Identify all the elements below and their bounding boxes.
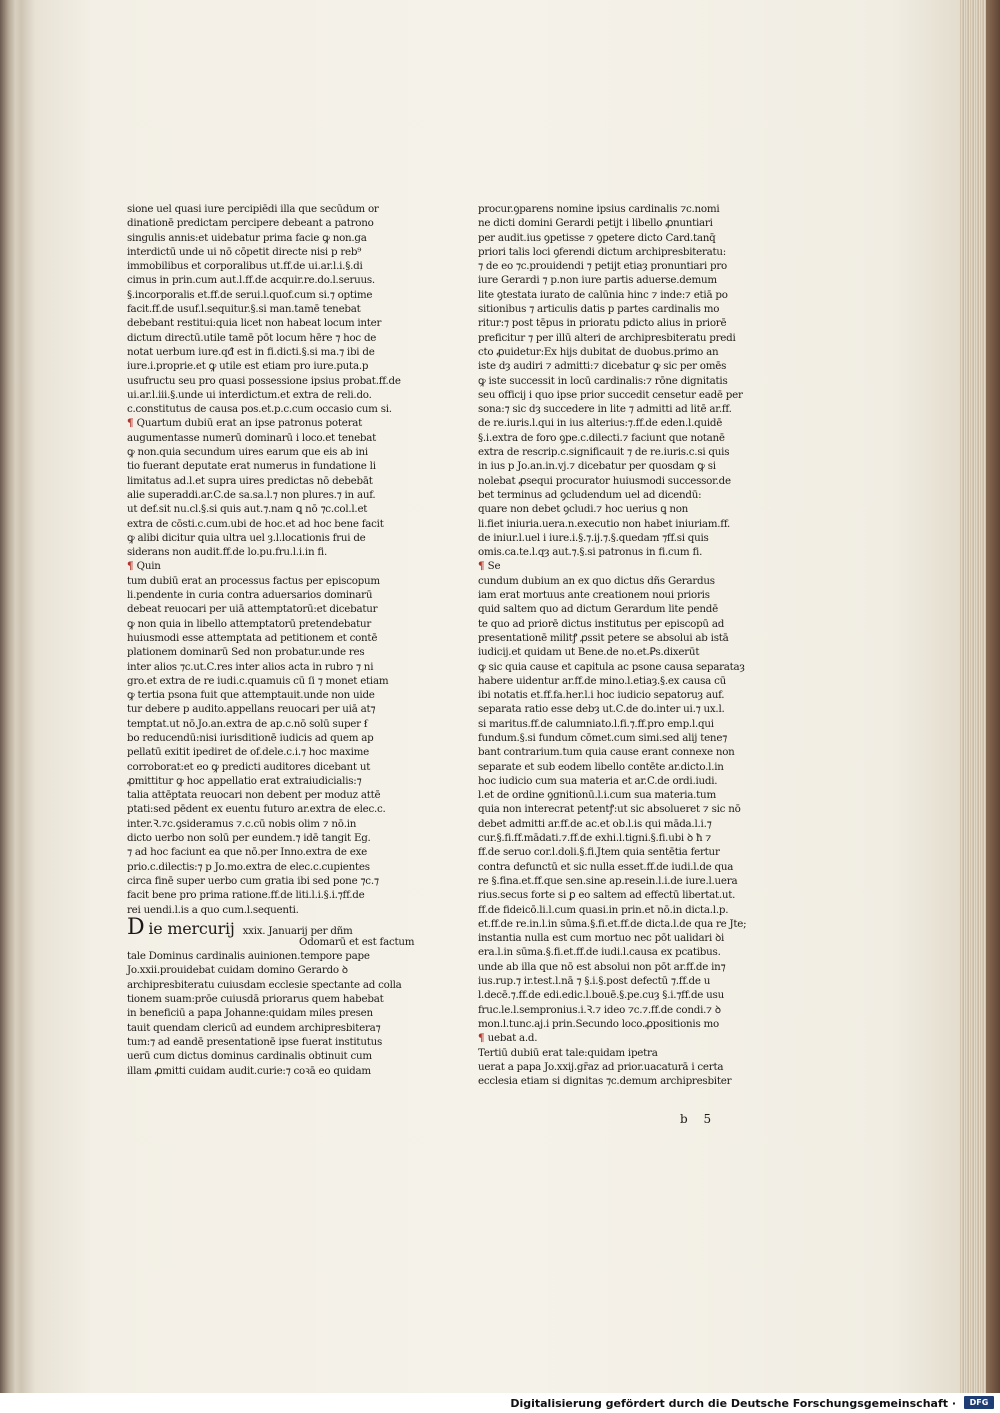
text-line-content: ꝙ alibi dicitur quia ultra uel ȝ.l.locationis frui de	[127, 531, 366, 544]
text-line-content: de re.iuris.l.qui in ius alterius:⁊.ff.de eden.l.quidē	[478, 417, 723, 430]
text-line	[127, 617, 385, 631]
text-line	[127, 245, 385, 259]
text-line-content: quia non interecrat petentꝭ:ut sic absolueret ⁊ sic nō	[478, 803, 741, 816]
paragraph-mark-icon: ¶	[127, 560, 137, 573]
text-line-content: si maritus.ff.de calumniato.l.fi.⁊.ff.pro emp.l.qui	[478, 717, 714, 730]
text-line-content: illam ꝓmitti cuidam audit.curie:⁊ coꝛā eo quidam	[127, 1064, 371, 1077]
text-line-content: separata ratio esse debȝ ut.C.de do.inter ui.⁊ ux.l.	[478, 703, 725, 716]
text-line	[478, 545, 736, 559]
text-line	[127, 1021, 385, 1035]
text-line-content: lite ꝯtestata iurato de calūnia hinc ⁊ inde:⁊ etiā po	[478, 288, 728, 301]
text-line	[478, 974, 736, 988]
left-text-column	[127, 202, 415, 1078]
text-line-content: fruc.le.l.sempronius.i.Ꝛ.⁊ ideo ⁊c.⁊.ff.de condi.⁊ ꝺ	[478, 1003, 721, 1016]
text-line-content: circa finē super uerbo cum gratia ibi sed pone ⁊c.⁊	[127, 874, 379, 887]
text-line	[478, 660, 745, 674]
text-line-content: sione uel quasi iure percipiēdi illa que secūdum or	[127, 203, 379, 215]
text-line	[478, 245, 736, 259]
text-line	[478, 860, 736, 874]
day-heading-continuation: xxix. Januarij per dñm	[242, 924, 353, 937]
text-line	[478, 831, 736, 845]
text-line	[127, 660, 385, 674]
text-line	[478, 874, 736, 888]
text-line-content: bet terminus ad ꝯcludendum uel ad dicendū:	[478, 488, 702, 501]
text-line	[127, 888, 385, 902]
text-line-content: in beneficiū a papa Johanne:quidam miles presen	[127, 1007, 373, 1020]
text-line	[478, 517, 736, 531]
text-line	[478, 345, 736, 359]
text-line	[127, 302, 385, 316]
text-line	[478, 717, 736, 731]
text-line	[478, 745, 736, 759]
text-line-content: seu officij i quo ipse prior succedit censetur eadē per	[478, 388, 743, 401]
text-line	[478, 617, 736, 631]
text-line	[127, 831, 385, 845]
text-line-content: sona:⁊ sic dȝ succedere in lite ⁊ admitti ad litē ar.ff.	[478, 403, 732, 416]
text-line-content: augumentasse numerū dominarū i loco.et tenebat	[127, 431, 377, 444]
text-line	[127, 992, 385, 1006]
text-line-content: per audit.ius ꝯpetisse ⁊ ꝯpetere dicto Card.tanq̄	[478, 231, 716, 244]
text-line	[127, 745, 385, 759]
text-line-content: talia attēptata reuocari non debent per moduz attē	[127, 789, 381, 802]
text-line-content: re §.fina.et.ff.que sen.sine ap.resein.l.i.de iure.l.uera	[478, 874, 738, 887]
text-line-content: ꝙ non.quia secundum uires earum que eis ab ini	[127, 446, 368, 459]
text-line-content: tale Dominus cardinalis auinionen.tempore pape	[127, 950, 370, 963]
text-line-content: facit bene pro prima ratione.ff.de liti.l.i.§.i.⁊ff.de	[127, 889, 365, 902]
text-line	[478, 502, 736, 516]
text-line-content: siderans non audit.ff.de lo.pu.fru.l.i.in fi.	[127, 546, 327, 559]
text-line-content: contra defunctū et sic nulla esset.ff.de iudi.l.de qua	[478, 860, 734, 873]
text-line-content: rius.secus forte si ꝑ eo saltem ad effectū libertat.ut.	[478, 889, 736, 902]
text-line-content: dicto uerbo non solū per eundem.⁊ idē tangit Eg.	[127, 832, 371, 845]
text-line	[127, 717, 385, 731]
text-line-content: Tertiū dubiū erat tale:quidam ipetra	[478, 1046, 658, 1059]
text-line	[478, 259, 736, 273]
text-line-content: omis.ca.te.l.qȝ aut.⁊.§.si patronus in fi.cum fi.	[478, 546, 703, 559]
text-line	[127, 231, 385, 245]
text-line	[478, 903, 736, 917]
text-line-content: cimus in prin.cum aut.l.ff.de acquir.re.do.l.seruus.	[127, 274, 375, 287]
text-line	[478, 817, 736, 831]
text-line-content: Quin	[136, 560, 161, 573]
text-line	[478, 488, 736, 502]
text-line-content: ⁊ ad hoc faciunt ea que nō.per Inno.extra de exe	[127, 846, 367, 859]
text-line	[127, 574, 385, 588]
text-line	[127, 860, 385, 874]
text-line	[478, 216, 736, 230]
text-line	[478, 1046, 736, 1060]
text-line-content: presentationē militꝭ ꝓssit petere se absolui ab istā	[478, 631, 729, 644]
text-line-content: ritur:⁊ post tēpus in prioratu pdicto alius in priorē	[478, 317, 727, 330]
text-line	[127, 631, 385, 645]
text-line	[478, 802, 741, 816]
text-line	[127, 845, 385, 859]
text-line-content: iudicij.et quidam ut Bene.de no.et.Ꝑs.dixerūt	[478, 646, 700, 659]
text-line-content: l.et de ordine ꝯgnitionū.l.i.cum sua materia.tum	[478, 789, 716, 802]
text-line-content: Se	[487, 560, 501, 573]
text-line	[127, 817, 385, 831]
text-line	[478, 1060, 736, 1074]
text-line	[478, 688, 736, 702]
text-line	[127, 949, 385, 963]
left-gutter	[22, 0, 36, 1393]
text-line-content: cur.§.fi.ff.mādati.⁊.ff.de exhi.l.tigni.§.fi.ubi ꝺ ħ ⁊	[478, 832, 711, 845]
text-line-content: ꝙ non quia in libello attemptatorū pretendebatur	[127, 617, 372, 630]
text-line	[478, 988, 736, 1002]
text-line	[127, 259, 385, 273]
text-line-content: preficitur ⁊ per illū alteri de archipresbiteratu predi	[478, 331, 736, 344]
text-line-content: iam erat mortuus ante creationem noui prioris	[478, 589, 710, 602]
text-line-content: uebat a.d.	[487, 1032, 538, 1045]
text-line	[127, 1035, 385, 1049]
left-book-edge	[0, 0, 22, 1393]
paragraph-mark-icon: ¶	[127, 417, 137, 430]
text-line-content: iure Gerardi ⁊ p.non iure partis aduerse.demum	[478, 274, 717, 287]
text-line-content: li.pendente in curia contra aduersarios dominarū	[127, 589, 373, 602]
text-line	[478, 388, 743, 402]
text-line-content: gro.et extra de re iudi.c.quamuis cū ſi ⁊ monet etiam	[127, 674, 389, 687]
text-line	[478, 917, 747, 931]
text-line	[478, 431, 736, 445]
text-line	[478, 788, 736, 802]
text-line	[127, 431, 385, 445]
text-line	[127, 760, 385, 774]
text-line	[478, 1017, 736, 1031]
text-line-content: ff.de seruo cor.l.doli.§.fi.Jtem quia sentētia fertur	[478, 846, 720, 859]
text-line	[127, 788, 385, 802]
text-line-content: ptati:sed pēdent ex euentu futuro ar.extra de elec.c.	[127, 803, 386, 816]
text-line-content: uerū cum dictus dominus cardinalis obtinuit cum	[127, 1050, 372, 1063]
text-line-content: ꝓmittitur ꝙ hoc appellatio erat extraiudicialis:⁊	[127, 774, 362, 787]
text-line	[478, 374, 736, 388]
text-line-content: tionem suam:prōe cuiusdā priorarus quem habebat	[127, 993, 384, 1006]
text-line-content: Jo.xxii.prouidebat cuidam domino Gerardo ꝺ	[127, 964, 348, 977]
text-line	[478, 445, 736, 459]
text-line	[478, 302, 736, 316]
text-line	[127, 416, 385, 430]
text-line-content: temptat.ut nō.Jo.an.extra de ap.c.nō solū super ẜ	[127, 717, 368, 730]
text-line	[127, 273, 385, 287]
text-line	[478, 316, 736, 330]
day-heading-line-2: Odomarū et est factum	[299, 935, 415, 948]
footer-bar	[0, 1393, 1000, 1413]
text-line	[127, 674, 389, 688]
text-line	[127, 402, 392, 416]
text-line	[478, 645, 736, 659]
text-line-content: unde ab illa que nō est absolui non pōt ar.ff.de in⁊	[478, 960, 726, 973]
decorated-initial: D	[127, 914, 145, 940]
text-line-content: extra de cōsti.c.cum.ubi de hoc.et ad hoc bene facit	[127, 517, 384, 530]
text-line-content: dictum directū.utile tamē pōt locum hēre ⁊ hoc de	[127, 331, 377, 344]
text-line-content: ibi notatis et.ff.fa.her.l.i hoc iudicio sepatoruȝ auf.	[478, 689, 725, 702]
text-line	[478, 602, 736, 616]
text-line-content: in ius p Jo.an.in.vj.⁊ dicebatur per quosdam ꝙ si	[478, 460, 716, 473]
text-line-content: habere uidentur ar.ff.de mino.l.etiaȝ.§.ex causa cū	[478, 674, 726, 687]
text-line	[127, 702, 385, 716]
text-line	[127, 559, 385, 573]
text-line-content: uerat a papa Jo.xxij.gr̄az ad prior.uacaturā i certa	[478, 1060, 724, 1073]
text-line-content: fundum.§.si fundum cōmet.cum simi.sed alij tene⁊	[478, 731, 728, 744]
text-line	[127, 1006, 385, 1020]
text-line-content: limitatus ad.l.et supra uires predictas nō debebāt	[127, 474, 373, 487]
text-line	[127, 545, 385, 559]
text-line-content: ui.ar.l.iii.§.unde ui interdictum.et extra de reli.do.	[127, 388, 372, 401]
text-line	[127, 345, 385, 359]
text-line	[478, 402, 736, 416]
text-line-content: et.ff.de re.in.l.in sūma.§.fi.et.ff.de dicta.l.de qua re Jte;	[478, 917, 747, 930]
text-line-content: hoc iudicio cum sua materia et ar.C.de ordi.iudi.	[478, 774, 718, 787]
text-line	[127, 202, 385, 216]
text-line	[127, 374, 401, 388]
text-line-content: cto ꝓuidetur:Ex hijs dubitat de duobus.primo an	[478, 345, 719, 358]
text-line	[478, 531, 736, 545]
text-line-content: ius.rup.⁊ ir.test.l.nā ⁊ §.i.§.post defectū ⁊.ff.de u	[478, 975, 711, 988]
text-line-content: archipresbiteratu cuiusdam ecclesie spectante ad colla	[127, 978, 402, 991]
text-line	[478, 474, 736, 488]
text-line-content: usufructu seu pro quasi possessione ipsius probat.ff.de	[127, 374, 401, 387]
text-line-content: singulis annis:et uidebatur prima facie ꝙ non.ga	[127, 231, 367, 244]
text-line-content: prio.c.dilectis:⁊ p Jo.mo.extra de elec.c.cupientes	[127, 860, 370, 873]
text-line	[127, 388, 385, 402]
text-line	[478, 731, 736, 745]
text-line-content: §.i.extra de foro ꝯpe.c.dilecti.⁊ faciunt que notanē	[478, 431, 725, 444]
text-line	[478, 631, 736, 645]
text-line	[127, 316, 385, 330]
text-line-content: sitionibus ⁊ articulis datis p partes cardinalis mo	[478, 303, 720, 316]
text-line-content: separate et sub eodem libello contēte ar.dicto.l.in	[478, 760, 724, 773]
text-line-content: extra de rescrip.c.significauit ⁊ de re.iuris.c.si quis	[478, 446, 730, 459]
text-line	[127, 588, 385, 602]
text-line-content: te quo ad priorē dictus institutus per episcopū ad	[478, 617, 725, 630]
text-line-content: c.constitutus de causa pos.et.p.c.cum occasio cum si.	[127, 403, 392, 416]
text-line-content: nolebat ꝓsequi procurator huiusmodi successor.de	[478, 474, 731, 487]
text-line-content: ut def.sit nu.cl.§.si quis aut.⁊.nam ꝗ nō ⁊c.col.l.et	[127, 503, 368, 516]
text-line	[478, 774, 736, 788]
text-line-content: pellatū exitit ipediret de of.dele.c.i.⁊ hoc maxime	[127, 746, 369, 759]
text-line	[127, 459, 385, 473]
funding-credit: Digitalisierung gefördert durch die Deutsche Forschungsgemeinschaft ·	[510, 1397, 956, 1410]
dfg-logo: DFG	[964, 1396, 994, 1409]
text-line	[478, 1003, 736, 1017]
text-line-content: inter alios ⁊c.ut.C.res inter alios acta in rubro ⁊ ni	[127, 660, 374, 673]
text-line-content: interdictū unde ui nō cōpetit directe nisi p reb⁹	[127, 245, 362, 258]
text-line-content: debeat reuocari per uiā attemptatorū:et dicebatur	[127, 603, 378, 616]
text-line-content: bo reducendū:nisi iurisditionē iudicis ad quem ap	[127, 731, 374, 744]
text-line	[127, 802, 385, 816]
text-line	[478, 359, 736, 373]
text-line-content: era.l.in sūma.§.fi.et.ff.de iudi.l.causa ex pcatibus.	[478, 946, 721, 959]
text-line-content: tum dubiū erat an processus factus per episcopum	[127, 574, 380, 587]
text-line-content: ne dicti domini Gerardi petijt i libello ꝓnuntiari	[478, 217, 713, 230]
text-line-content: procur.ꝯparens nomine ipsius cardinalis ⁊c.nomi	[478, 203, 720, 215]
right-text-column	[478, 202, 747, 1088]
text-line	[478, 273, 736, 287]
text-line	[127, 488, 385, 502]
text-line	[127, 1064, 385, 1078]
text-line	[478, 945, 736, 959]
text-line	[478, 574, 736, 588]
text-line-content: rei uendi.l.is a quo cum.l.sequenti.	[127, 903, 299, 916]
text-line	[478, 888, 736, 902]
text-line	[478, 588, 736, 602]
text-line-content: tum:⁊ ad eandē presentationē ipse fuerat institutus	[127, 1035, 382, 1048]
text-line	[478, 459, 736, 473]
text-line	[127, 774, 385, 788]
text-line	[127, 731, 385, 745]
text-line-content: immobilibus et corporalibus ut.ff.de ui.ar.l.i.§.di	[127, 260, 363, 273]
text-line-content: tio fuerant deputate erat numerus in fundatione li	[127, 460, 376, 473]
text-line-content: instantia nulla est cum mortuo nec pōt ualidari ꝺi	[478, 932, 725, 945]
text-line-content: tauit quendam clericū ad eundem archipresbitera⁊	[127, 1021, 381, 1034]
text-line	[127, 331, 385, 345]
signature-mark: b 5	[680, 1112, 718, 1126]
text-line	[478, 331, 736, 345]
text-line	[478, 931, 736, 945]
text-line	[478, 202, 736, 216]
right-book-cover	[986, 0, 1000, 1393]
text-line	[127, 688, 385, 702]
text-line	[478, 559, 736, 573]
text-line-content: ecclesia etiam si dignitas ⁊c.demum archipresbiter	[478, 1075, 732, 1088]
text-line-content: Quartum dubiū erat an ipse patronus poterat	[136, 417, 363, 430]
text-line-content: huiusmodi esse attemptata ad petitionem et contē	[127, 631, 378, 644]
text-line	[478, 702, 736, 716]
text-line	[127, 1049, 385, 1063]
text-line-content: iure.i.proprie.et ꝙ utile est etiam pro iure.puta.p	[127, 360, 369, 373]
text-line	[478, 416, 736, 430]
text-line-content: inter.Ꝛ.⁊c.ꝯsideramus ⁊.c.cū nobis olim ⁊ nō.in	[127, 817, 357, 830]
text-line-content: facit.ff.de usuf.l.sequitur.§.si man.tamē tenebat	[127, 303, 361, 316]
text-line-content: ꝙ sic quia cause et capitula ac psone causa separataȝ	[478, 660, 745, 673]
text-line-content: priori talis loci ꝯferendi dictum archipresbiteratu:	[478, 245, 727, 258]
text-line-content: ꝙ tertia psona fuit que attemptauit.unde non uide	[127, 689, 375, 702]
text-line-content: debebant restitui:quia licet non habeat locum inter	[127, 317, 382, 330]
text-line-content: ⁊ de eo ⁊c.prouidendi ⁊ petijt etiaȝ pronuntiari pro	[478, 260, 727, 273]
text-line-content: debet admitti ar.ff.de ac.et ob.l.is qui māda.l.i.⁊	[478, 817, 712, 830]
text-line-content: bant contrarium.tum quia cause erant connexe non	[478, 746, 735, 759]
text-line-content: li.fiet iniuria.uera.n.executio non habet iniuriam.ff.	[478, 517, 731, 530]
text-line-content: ꝙ iste successit in locū cardinalis:⁊ rōne dignitatis	[478, 374, 728, 387]
day-heading-word: ie mercurij	[148, 918, 235, 938]
text-line	[478, 960, 736, 974]
text-line	[127, 963, 385, 977]
text-line	[127, 216, 385, 230]
paragraph-mark-icon: ¶	[478, 1032, 488, 1045]
text-line	[127, 445, 385, 459]
text-line	[127, 531, 385, 545]
text-line-content: alie superaddi.ar.C.de sa.sa.l.⁊ non plures.⁊ in auf.	[127, 488, 376, 501]
text-line	[478, 1031, 736, 1045]
text-line	[478, 231, 736, 245]
text-line-content: iste dȝ audiri ⁊ admitti:⁊ dicebatur ꝙ sic per omēs	[478, 360, 727, 373]
text-line	[127, 474, 385, 488]
text-line-content: quid saltem quo ad dictum Gerardum lite pendē	[478, 603, 718, 616]
text-line	[127, 874, 385, 888]
text-line-content: quare non debet ꝯcludi.⁊ hoc uerius ꝗ non	[478, 503, 689, 516]
text-line	[127, 359, 385, 373]
text-line-content: l.decē.⁊.ff.de edi.edic.l.bouē.§.pe.cuȝ §.i.⁊ff.de usu	[478, 989, 724, 1002]
text-line-content: ff.de fideicō.li.l.cum quasi.in prin.et nō.in dicta.l.p.	[478, 903, 729, 916]
text-line	[478, 845, 736, 859]
text-line-content: cundum dubium an ex quo dictus dñs Gerardus	[478, 574, 715, 587]
text-line	[127, 288, 385, 302]
text-line-content: plationem dominarū Sed non probatur.unde res	[127, 646, 365, 659]
paragraph-mark-icon: ¶	[478, 560, 488, 573]
text-line	[127, 978, 402, 992]
text-line-content: mon.l.tunc.aj.i prin.Secundo loco.ꝓpositionis mo	[478, 1017, 719, 1030]
text-line-content: dinationē predictam percipere debeant a patrono	[127, 217, 374, 230]
text-line	[127, 502, 385, 516]
text-line-content: de iniur.l.uel i iure.i.§.⁊.ij.⁊.§.quedam ⁊ff.si quis	[478, 531, 709, 544]
text-line-content: §.incorporalis et.ff.de serui.l.quof.cum si.⁊ optime	[127, 288, 373, 301]
text-line	[478, 1074, 736, 1088]
text-line	[127, 903, 385, 917]
text-line-content: corroborat:et eo ꝙ predicti auditores dicebant ut	[127, 760, 371, 773]
text-line	[127, 517, 385, 531]
text-line	[127, 645, 385, 659]
text-line	[127, 602, 385, 616]
text-line	[478, 674, 736, 688]
text-line-content: notat uerbum iure.qđ est in fi.dicti.§.si ma.⁊ ibi de	[127, 345, 375, 358]
text-line-content: tur debere p audito.appellans reuocari per uiā at⁊	[127, 703, 376, 716]
text-line	[478, 288, 736, 302]
text-line	[478, 760, 736, 774]
